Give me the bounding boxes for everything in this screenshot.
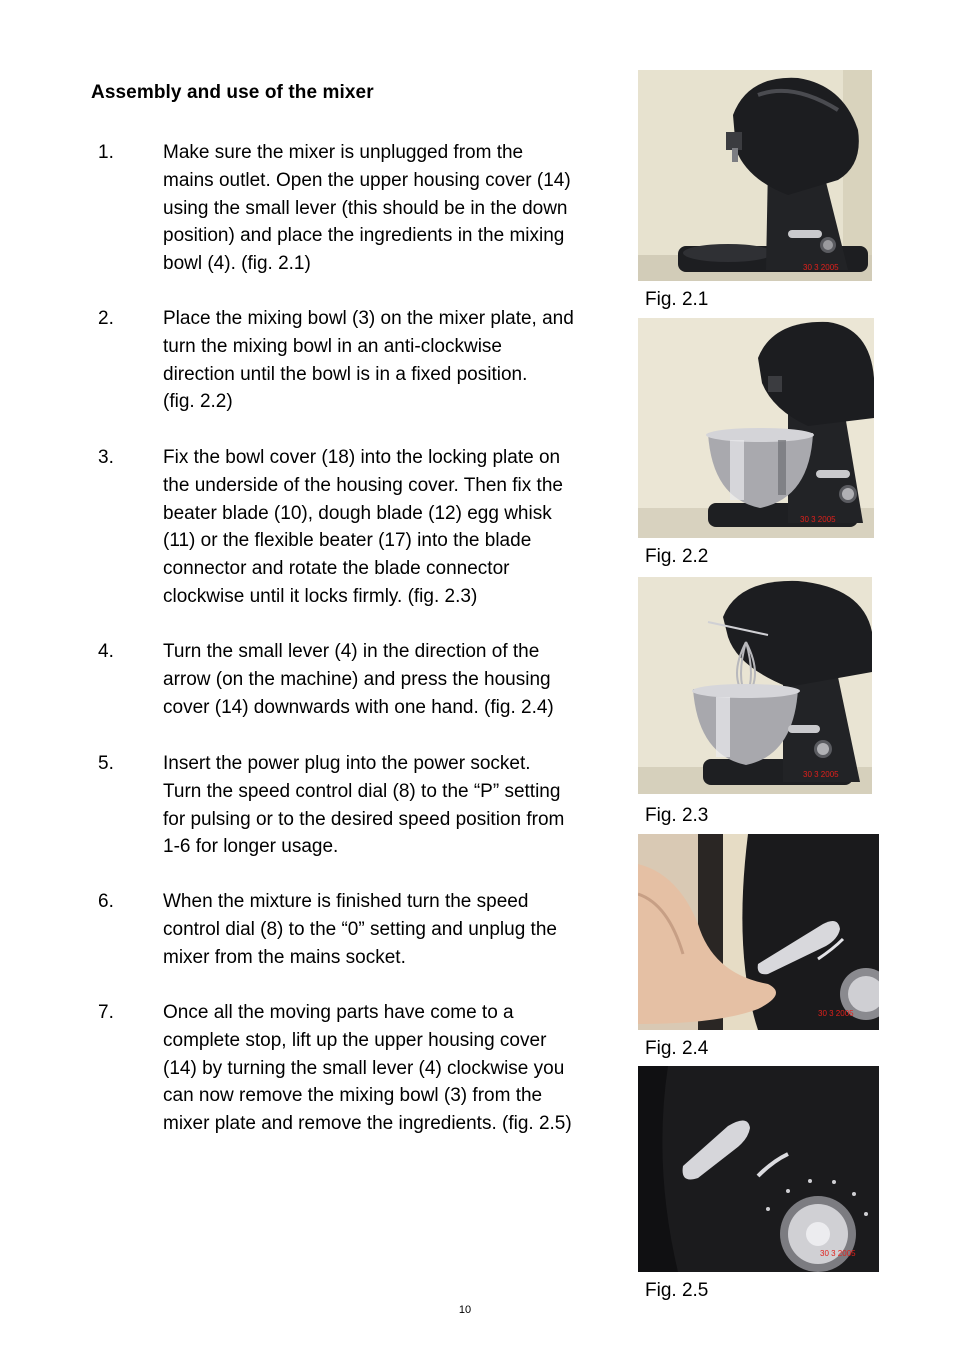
figure-caption: Fig. 2.5 [645, 1280, 709, 1301]
step-number: 6. [98, 891, 114, 912]
step-line: mixer plate and remove the ingredients. (fig. 2.5) [163, 1113, 572, 1135]
figure-2-1-photo [638, 70, 872, 281]
step-line: 1-6 for longer usage. [163, 836, 339, 858]
step-line: cover (14) downwards with one hand. (fig. 2.4) [163, 696, 554, 718]
step-line: Place the mixing bowl (3) on the mixer plate, and [163, 308, 574, 329]
step-line: (11) or the flexible beater (17) into the blade [163, 530, 532, 552]
date-stamp: 30 3 2005 [803, 263, 839, 272]
step-line: complete stop, lift up the upper housing cover [163, 1029, 547, 1051]
step-text [163, 444, 623, 611]
step-line: (14) by turning the small lever (4) clockwise you [163, 1057, 565, 1079]
figure-caption: Fig. 2.4 [645, 1038, 709, 1059]
section-heading: Assembly and use of the mixer [91, 82, 374, 103]
step-line: arrow (on the machine) and press the housing [163, 668, 551, 690]
figure-caption: Fig. 2.3 [645, 805, 709, 826]
figure-2-2-photo [638, 318, 874, 538]
step-number: 3. [98, 447, 114, 468]
step-text [163, 638, 623, 721]
step-line: using the small lever (this should be in the down [163, 197, 568, 219]
step-text [163, 139, 623, 278]
step-text [163, 750, 623, 861]
step-line: (fig. 2.2) [163, 391, 233, 413]
step-line: can now remove the mixing bowl (3) from the [163, 1085, 543, 1107]
step-line: bowl (4). (fig. 2.1) [163, 253, 311, 275]
date-stamp: 30 3 2005 [803, 770, 839, 779]
figure-2-3-photo [638, 577, 872, 794]
step-text [163, 999, 623, 1138]
step-text [163, 888, 623, 971]
step-number: 7. [98, 1002, 114, 1023]
step-number: 1. [98, 142, 114, 163]
step-line: Turn the speed control dial (8) to the “P” setting [163, 780, 561, 802]
step-number: 2. [98, 308, 114, 329]
step-line: mains outlet. Open the upper housing cover (14) [163, 169, 571, 191]
step-line: Once all the moving parts have come to a [163, 1002, 514, 1023]
date-stamp: 30 3 2005 [800, 515, 836, 524]
step-line: direction until the bowl is in a fixed position. [163, 363, 528, 385]
step-line: turn the mixing bowl in an anti-clockwise [163, 335, 502, 357]
step-line: control dial (8) to the “0” setting and unplug the [163, 918, 557, 940]
step-line: for pulsing or to the desired speed position from [163, 808, 565, 830]
step-line: beater blade (10), dough blade (12) egg whisk [163, 502, 552, 524]
figure-2-4-photo [638, 834, 879, 1030]
figure-caption: Fig. 2.2 [645, 546, 709, 567]
figure-caption: Fig. 2.1 [645, 289, 709, 310]
date-stamp: 30 3 2005 [818, 1009, 854, 1018]
step-line: Fix the bowl cover (18) into the locking plate on [163, 447, 561, 468]
step-line: the underside of the housing cover. Then fix the [163, 474, 563, 496]
step-line: clockwise until it locks firmly. (fig. 2.3) [163, 585, 478, 607]
step-number: 5. [98, 753, 114, 774]
step-text [163, 305, 623, 416]
step-line: When the mixture is finished turn the speed [163, 891, 529, 912]
date-stamp: 30 3 2005 [820, 1249, 856, 1258]
step-line: connector and rotate the blade connector [163, 558, 510, 580]
step-line: Turn the small lever (4) in the direction of the [163, 641, 540, 662]
step-line: position) and place the ingredients in the mixing [163, 225, 565, 247]
step-line: mixer from the mains socket. [163, 946, 406, 968]
step-number: 4. [98, 641, 114, 662]
step-line: Make sure the mixer is unplugged from the [163, 142, 524, 163]
figure-2-5-photo [638, 1066, 879, 1272]
step-line: Insert the power plug into the power socket. [163, 753, 531, 774]
page-number: 10 [458, 1304, 472, 1316]
